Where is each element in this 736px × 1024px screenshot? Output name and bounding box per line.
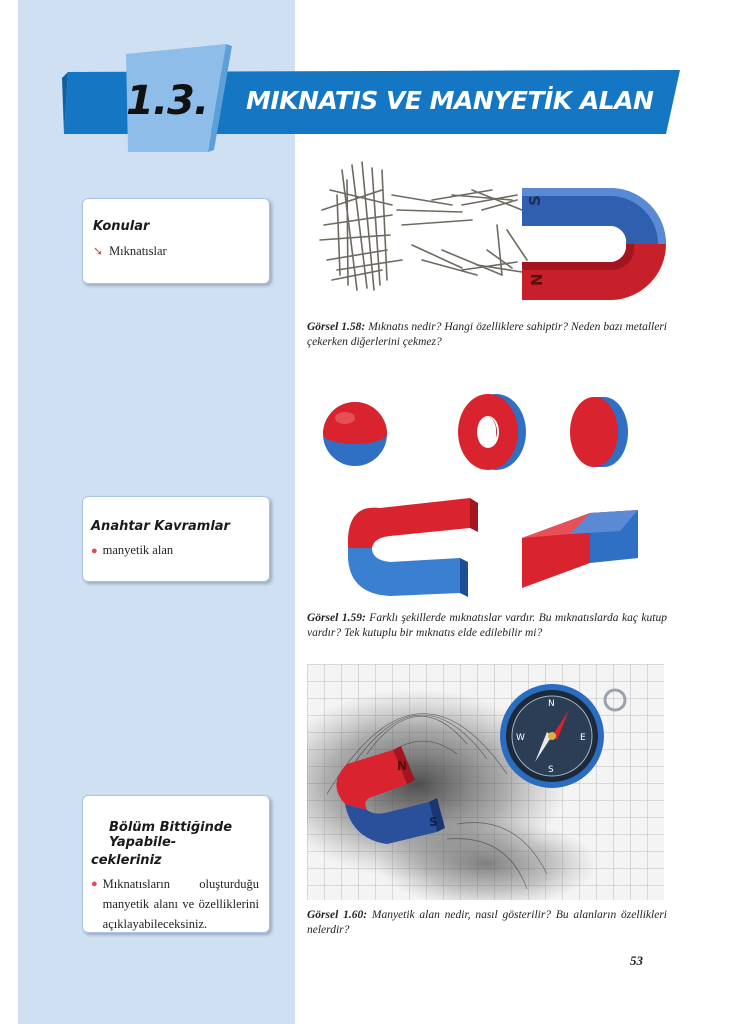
concept-item-label: manyetik alan: [102, 543, 174, 557]
u-magnet-south-label: S: [429, 815, 438, 829]
compass-n-label: N: [548, 699, 555, 709]
disc-magnet: [570, 397, 628, 467]
page-number: 53: [630, 953, 643, 968]
figure-caption-160: [307, 908, 667, 938]
caption-text: Manyetik alan nedir, nasıl gösterilir? Bu alanların özellikleri nelerdir?: [307, 909, 668, 936]
topics-box: [82, 198, 270, 284]
topics-heading: Konular: [93, 219, 150, 234]
figure-magnetic-field: [307, 664, 664, 900]
key-concepts-box: [82, 496, 270, 582]
nails-cluster: [320, 162, 527, 290]
list-item: [91, 874, 259, 934]
caption-label: Görsel 1.58:: [307, 321, 366, 333]
caption-label: Görsel 1.59:: [307, 612, 366, 624]
figure-caption-159: [307, 611, 667, 641]
list-item: [93, 244, 259, 259]
horseshoe-magnet-bottom: [522, 244, 666, 300]
arrow-down-right-icon: ➘: [93, 244, 104, 258]
u-magnet-north-label: N: [397, 759, 408, 773]
outcomes-heading-line2: cekleriniz: [91, 853, 162, 868]
caption-text: Mıknatıs nedir? Hangi özelliklere sahiptir? Neden bazı metalleri çekerken diğerlerini çekmez?: [307, 321, 667, 348]
figure-nails-magnet: [312, 150, 672, 300]
caption-label: Görsel 1.60:: [307, 909, 368, 921]
bullet-icon: ●: [91, 878, 98, 890]
outcomes-box: [82, 795, 270, 933]
compass-e-label: E: [580, 733, 586, 743]
compass-s-label: S: [548, 765, 554, 775]
section-title: MIKNATIS VE MANYETİK ALAN: [246, 86, 654, 115]
ring-magnet: [458, 394, 526, 470]
bullet-icon: ●: [91, 545, 98, 557]
sphere-magnet: [323, 402, 387, 466]
north-pole-label: N: [528, 273, 546, 286]
topic-item-label: Mıknatıslar: [109, 244, 167, 258]
figure-magnet-shapes: [320, 388, 650, 603]
section-number: 1.3.: [126, 78, 209, 124]
c-shaped-magnet: [348, 498, 478, 597]
outcomes-heading-line1: Bölüm Bittiğinde Yapabile-: [109, 820, 233, 850]
bar-magnet: [522, 510, 638, 588]
list-item: [91, 543, 259, 558]
key-concepts-heading: Anahtar Kavramlar: [91, 519, 230, 534]
outcome-item-label: Mıknatısların oluşturduğu manyetik alanı ve özelliklerini açıklayabileceksiniz.: [102, 877, 259, 931]
south-pole-label: S: [526, 195, 544, 206]
caption-text: Farklı şekillerde mıknatıslar vardır. Bu mıknatıslarda kaç kutup vardır? Tek kutuplu bir mıknatıs elde edilebilir mi?: [307, 612, 667, 639]
compass-w-label: W: [516, 733, 525, 743]
figure-caption-158: [307, 320, 667, 350]
